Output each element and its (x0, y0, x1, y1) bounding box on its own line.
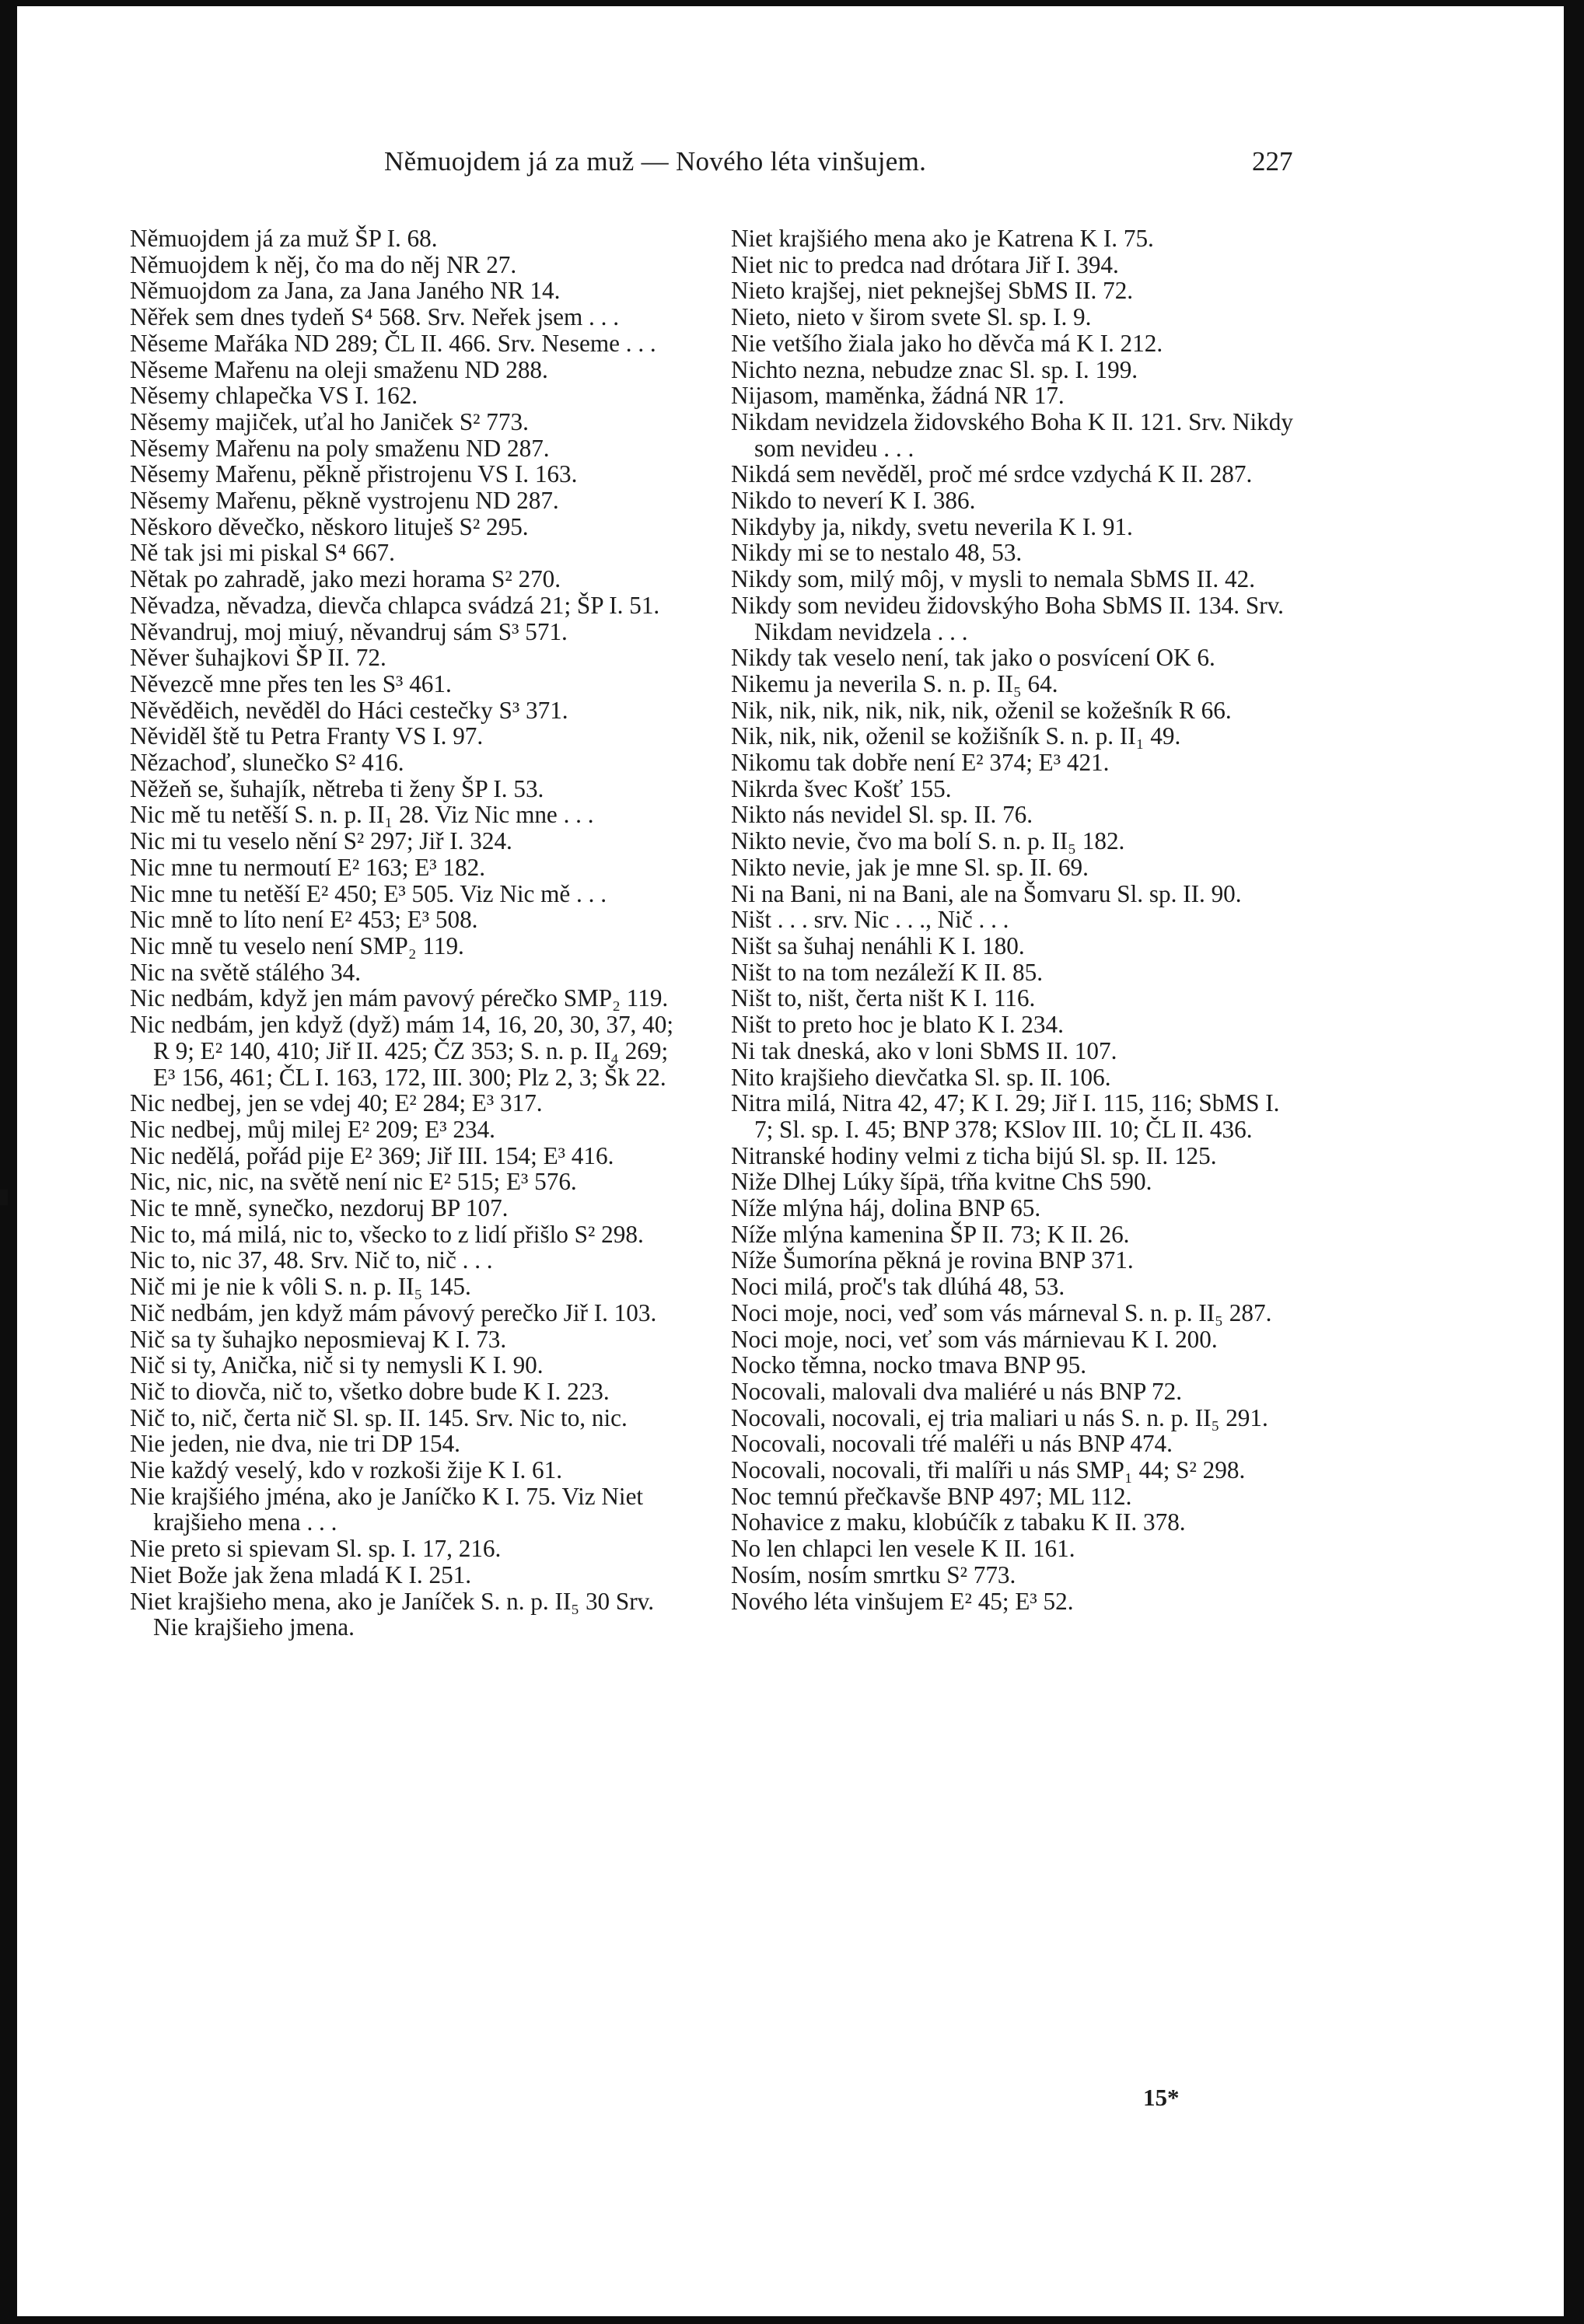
index-entry: Něvadza, něvadza, dievča chlapca svádzá 21; ŠP I. 51. (130, 591, 660, 619)
index-entry: Nieto, nieto v širom svete Sl. sp. I. 9. (731, 303, 1092, 331)
signature-mark: 15* (1143, 2084, 1180, 2111)
index-entry: Nič to diovča, nič to, všetko dobre bude K I. 223. (130, 1377, 610, 1405)
index-entry: Níže mlýna háj, dolina BNP 65. (731, 1194, 1041, 1222)
index-entry: Nic mně to líto není E² 453; E³ 508. (130, 906, 478, 934)
index-entry: Nic mi tu veselo nění S² 297; Jiř I. 324. (130, 827, 512, 855)
index-entry: Nitranské hodiny velmi z ticha bijú Sl. sp. II. 125. (731, 1141, 1217, 1169)
index-entry: Ništ to, ništ, čerta ništ K I. 116. (731, 984, 1036, 1012)
index-entry: Nězachoď, slunečko S² 416. (130, 749, 404, 777)
index-entry: Noci moje, noci, veď som vás márneval S. n. p. II₅ 287. (731, 1298, 1272, 1326)
index-entry: Něsemy chlapečka VS I. 162. (130, 382, 418, 410)
index-entry: Němuojdom za Jana, za Jana Janého NR 14. (130, 277, 561, 305)
index-entry: No len chlapci len vesele K II. 161. (731, 1535, 1075, 1563)
index-entry: Něvandruj, moj miuý, něvandruj sám S³ 571. (130, 617, 568, 645)
index-entry: Nikdam nevidzela židovského Boha K II. 121. Srv. Nikdy som nevideu . . . (731, 407, 1293, 462)
index-entry: Nosím, nosím smrtku S² 773. (731, 1560, 1016, 1588)
index-entry: Němuojdem já za muž ŠP I. 68. (130, 225, 438, 252)
index-entry: Ništ to preto hoc je blato K I. 234. (731, 1011, 1064, 1039)
index-entry: Nikdyby ja, nikdy, svetu neverila K I. 91. (731, 512, 1133, 540)
index-entry: Něsemy Mařenu na poly smaženu ND 287. (130, 434, 550, 462)
page-number: 227 (1252, 146, 1293, 176)
index-entry: Nětak po zahradě, jako mezi horama S² 270. (130, 565, 561, 593)
index-entry: Nic nedbám, jen když (dyž) mám 14, 16, 20, 30, 37, 40; R 9; E² 140, 410; Jiř II. 425; ČZ 353; S. n. p. II₄ 269; E³ 156, 461; ČL I. 163, 172, III. 300; Plz 2, 3; Šk 22. (130, 1011, 673, 1091)
scan-border-right (1564, 0, 1584, 2324)
index-entry: Něskoro děvečko, něskoro lituješ S² 295. (130, 512, 529, 540)
index-entry: Noci moje, noci, veť som vás márnievau K I. 200. (731, 1325, 1218, 1353)
index-entry: Nic to, nic 37, 48. Srv. Nič to, nič . . . (130, 1246, 493, 1274)
index-entry: Nic nedbej, jen se vdej 40; E² 284; E³ 317. (130, 1089, 543, 1117)
index-entry: Nic mne tu nermoutí E² 163; E³ 182. (130, 853, 485, 881)
index-entry: Nic na světě stálého 34. (130, 958, 362, 986)
index-entry: Niet krajšieho mena, ako je Janíček S. n. p. II₅ 30 Srv. Nie krajšieho jmena. (130, 1587, 655, 1641)
index-entry: Níže mlýna kamenina ŠP II. 73; K II. 26. (731, 1220, 1130, 1248)
index-entry: Něver šuhajkovi ŠP II. 72. (130, 644, 386, 672)
index-entry: Něsemy Mařenu, pěkně přistrojenu VS I. 163. (130, 460, 578, 488)
index-entry: Nikdy tak veselo není, tak jako o posvícení OK 6. (731, 644, 1215, 672)
scan-border-bottom (0, 2316, 1584, 2324)
index-entry: Ně tak jsi mi piskal S⁴ 667. (130, 539, 395, 567)
index-entry: Něžeň se, šuhajík, nětreba ti ženy ŠP I. 53. (130, 774, 544, 802)
index-entry: Něsemy Mařenu, pěkně vystrojenu ND 287. (130, 487, 559, 515)
index-entry: Nohavice z maku, klobúčík z tabaku K II. 378. (731, 1508, 1186, 1536)
scan-margin-mark (0, 1190, 8, 1205)
left-column (130, 225, 690, 1641)
index-entry: Něviděl ště tu Petra Franty VS I. 97. (130, 722, 484, 750)
index-entry: Nič to, nič, čerta nič Sl. sp. II. 145. Srv. Nic to, nic. (130, 1403, 628, 1431)
index-entry: Nič sa ty šuhajko neposmievaj K I. 73. (130, 1325, 507, 1353)
index-entry: Nocovali, nocovali, tři malíři u nás SMP₁ 44; S² 298. (731, 1456, 1246, 1484)
right-column (731, 225, 1299, 1614)
index-entry: Ništ to na tom nezáleží K II. 85. (731, 958, 1043, 986)
index-entry: Nijasom, maměnka, žádná NR 17. (731, 382, 1065, 410)
scan-border-top (0, 0, 1584, 6)
index-entry: Nic te mně, synečko, nezdoruj BP 107. (130, 1194, 509, 1222)
index-entry: Nocovali, malovali dva maliéré u nás BNP 72. (731, 1377, 1183, 1405)
index-entry: Nikto nevie, čvo ma bolí S. n. p. II₅ 182. (731, 827, 1125, 855)
index-entry: Ni na Bani, ni na Bani, ale na Šomvaru Sl. sp. II. 90. (731, 879, 1242, 907)
index-entry: Noci milá, proč's tak dlúhá 48, 53. (731, 1273, 1065, 1301)
index-entry: Nikdy mi se to nestalo 48, 53. (731, 539, 1023, 567)
index-entry: Nikemu ja neverila S. n. p. II₅ 64. (731, 669, 1058, 697)
index-entry: Nič si ty, Anička, nič si ty nemysli K I. 90. (130, 1351, 544, 1379)
index-entry: Niže Dlhej Lúky šípä, tŕňa kvitne ChS 590. (731, 1168, 1152, 1196)
index-entry: Nie jeden, nie dva, nie tri DP 154. (130, 1430, 460, 1458)
index-entry: Nie vetšího žiala jako ho děvča má K I. 212. (731, 329, 1163, 357)
index-entry: Nikto nás nevidel Sl. sp. II. 76. (731, 801, 1033, 829)
index-entry: Nikdy som nevideu židovskýho Boha SbMS II. 134. Srv. Nikdam nevidzela . . . (731, 591, 1284, 645)
index-entry: Nic nedělá, pořád pije E² 369; Jiř III. 154; E³ 416. (130, 1141, 614, 1169)
index-entry: Nikdy som, milý môj, v mysli to nemala SbMS II. 42. (731, 565, 1256, 593)
index-entry: Něseme Mařáka ND 289; ČL II. 466. Srv. Neseme . . . (130, 329, 656, 357)
index-entry: Ništ sa šuhaj nenáhli K I. 180. (731, 931, 1025, 959)
index-entry: Niet nic to predca nad drótara Jiř I. 394. (731, 250, 1119, 278)
index-entry: Nic to, má milá, nic to, všecko to z lidí přišlo S² 298. (130, 1220, 644, 1248)
index-entry: Nikdo to neverí K I. 386. (731, 487, 976, 515)
index-entry: Nikto nevie, jak je mne Sl. sp. II. 69. (731, 853, 1089, 881)
index-entry: Nocko těmna, nocko tmava BNP 95. (731, 1351, 1087, 1379)
index-entry: Níže Šumorína pěkná je rovina BNP 371. (731, 1246, 1134, 1274)
index-entry: Ni tak dneská, ako v loni SbMS II. 107. (731, 1036, 1117, 1064)
scan-border-left (0, 0, 17, 2324)
running-head: Němuojdem já za muž — Nového léta vinšujem. (384, 146, 927, 176)
index-entry: Nového léta vinšujem E² 45; E³ 52. (731, 1587, 1074, 1615)
index-entry: Nocovali, nocovali, ej tria maliari u nás S. n. p. II₅ 291. (731, 1403, 1268, 1431)
index-entry: Nic mě tu netěší S. n. p. II₁ 28. Viz Nic mne . . . (130, 801, 594, 829)
index-entry: Něvěděich, nevěděl do Háci cestečky S³ 371. (130, 696, 568, 724)
index-entry: Nocovali, nocovali tŕé maléři u nás BNP 474. (731, 1430, 1173, 1458)
index-entry: Nie krajšiého jména, ako je Janíčko K I. 75. Viz Niet krajšieho mena . . . (130, 1482, 644, 1536)
index-entry: Ništ . . . srv. Nic . . ., Nič . . . (731, 906, 1009, 934)
index-entry: Nič mi je nie k vôli S. n. p. II₅ 145. (130, 1273, 471, 1301)
index-entry: Nic, nic, nic, na světě není nic E² 515; E³ 576. (130, 1168, 577, 1196)
index-entry: Nic mne tu netěší E² 450; E³ 505. Viz Nic mě . . . (130, 879, 607, 907)
index-entry: Nito krajšieho dievčatka Sl. sp. II. 106. (731, 1063, 1111, 1091)
index-entry: Němuojdem k něj, čo ma do něj NR 27. (130, 250, 517, 278)
index-entry: Noc temnú přečkavše BNP 497; ML 112. (731, 1482, 1132, 1510)
index-entry: Něsemy majiček, uťal ho Janiček S² 773. (130, 407, 529, 435)
index-entry: Niet Bože jak žena mladá K I. 251. (130, 1560, 472, 1588)
index-entry: Nie preto si spievam Sl. sp. I. 17, 216. (130, 1535, 502, 1563)
index-entry: Nie každý veselý, kdo v rozkoši žije K I. 61. (130, 1456, 563, 1484)
index-entry: Nichto nezna, nebudze znac Sl. sp. I. 199. (731, 355, 1138, 383)
index-entry: Nic nedbej, můj milej E² 209; E³ 234. (130, 1115, 495, 1143)
index-entry: Nic nedbám, když jen mám pavový pérečko SMP₂ 119. (130, 984, 669, 1012)
index-entry: Nitra milá, Nitra 42, 47; K I. 29; Jiř I. 115, 116; SbMS I. 7; Sl. sp. I. 45; BNP 378; KSlov III. 10; ČL II. 436. (731, 1089, 1280, 1143)
index-entry: Nic mně tu veselo není SMP₂ 119. (130, 931, 464, 959)
index-entry: Nikomu tak dobře není E² 374; E³ 421. (731, 749, 1110, 777)
index-entry: Nikrda švec Košť 155. (731, 774, 952, 802)
index-entry: Něřek sem dnes tydeň S⁴ 568. Srv. Neřek jsem . . . (130, 303, 620, 331)
index-entry: Nikdá sem nevěděl, proč mé srdce vzdychá K II. 287. (731, 460, 1253, 488)
index-entry: Něseme Mařenu na oleji smaženu ND 288. (130, 355, 548, 383)
index-entry: Nik, nik, nik, nik, nik, nik, oženil se kožešník R 66. (731, 696, 1232, 724)
index-entry: Niet krajšiého mena ako je Katrena K I. 75. (731, 225, 1154, 252)
index-entry: Nik, nik, nik, oženil se kožišník S. n. p. II₁ 49. (731, 722, 1181, 750)
index-entry: Něvezcě mne přes ten les S³ 461. (130, 669, 452, 697)
index-entry: Nieto krajšej, niet peknejšej SbMS II. 72. (731, 277, 1134, 305)
index-entry: Nič nedbám, jen když mám pávový perečko Jiř I. 103. (130, 1298, 657, 1326)
